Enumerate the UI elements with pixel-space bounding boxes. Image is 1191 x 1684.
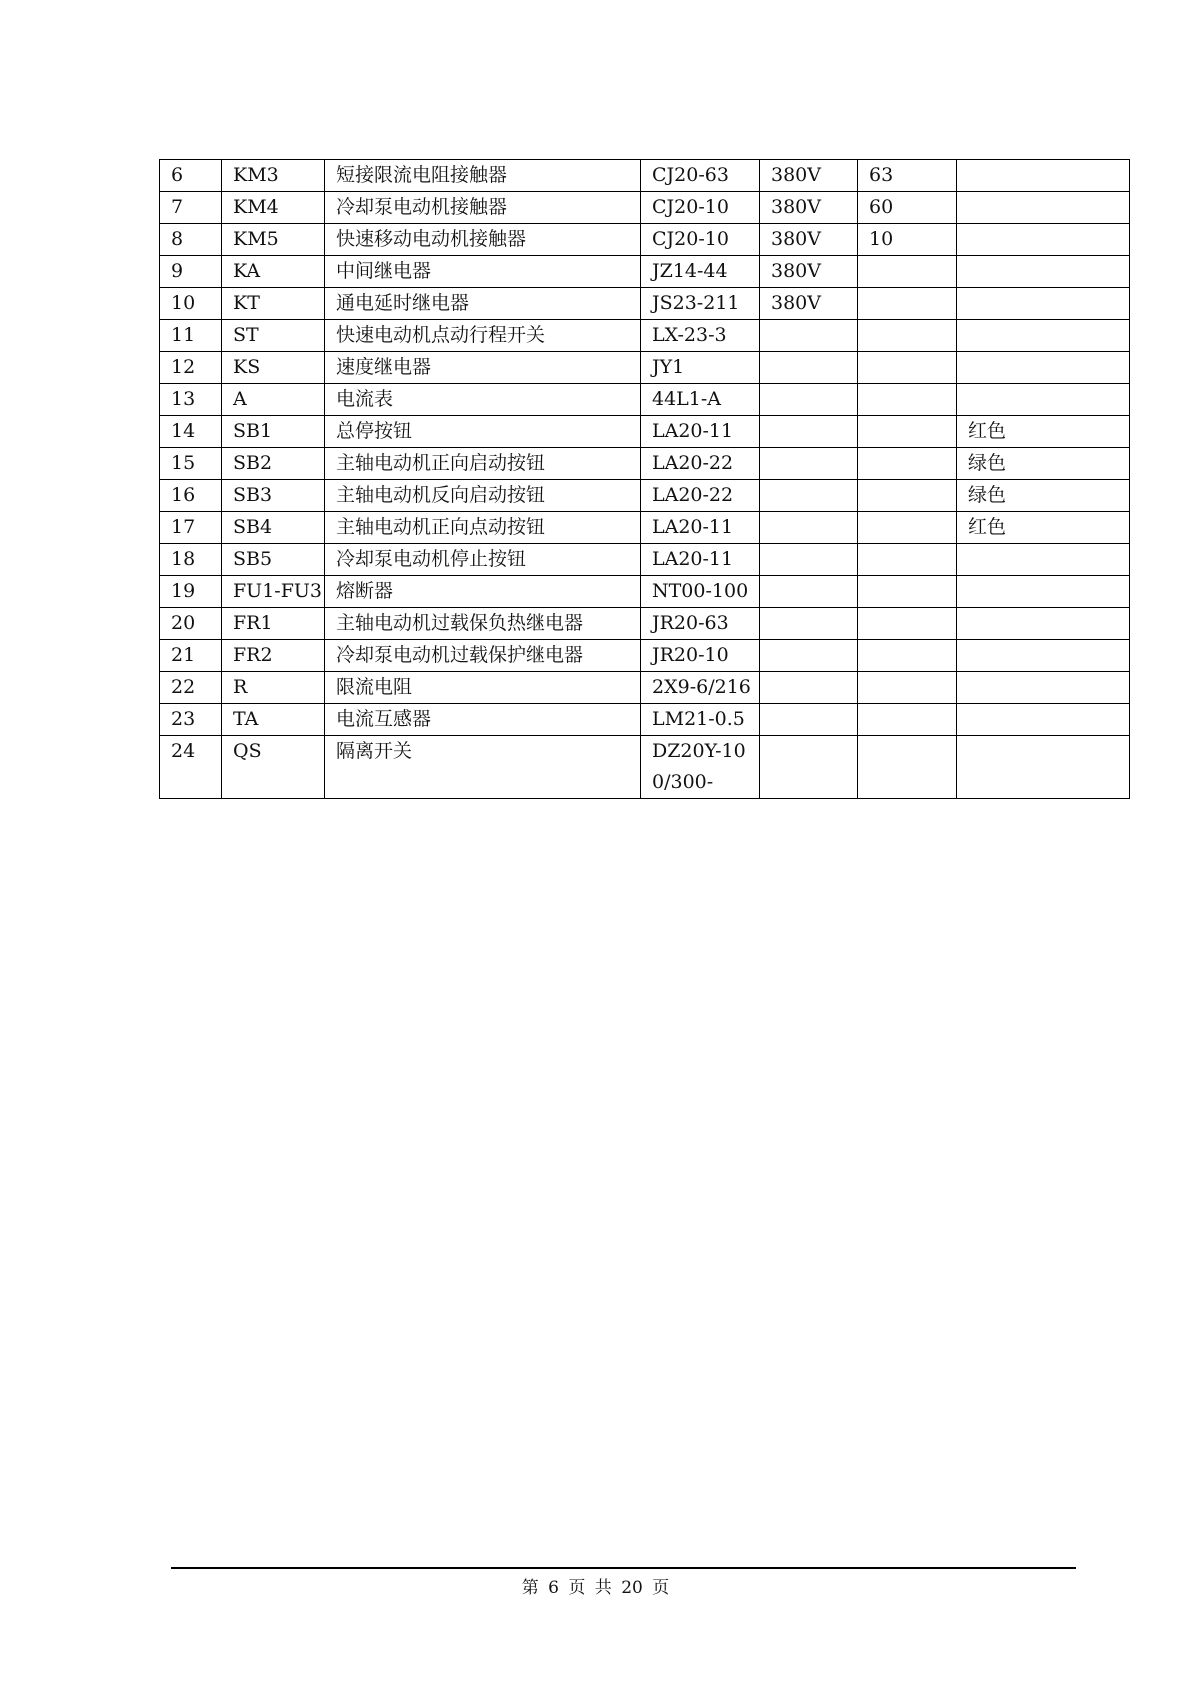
item-number-cell: 8 [160, 224, 222, 256]
remark-cell [957, 544, 1130, 576]
voltage-cell [760, 576, 858, 608]
current-cell [858, 320, 957, 352]
item-number-cell: 22 [160, 672, 222, 704]
voltage-cell: 380V [760, 288, 858, 320]
name-cell: 总停按钮 [325, 416, 641, 448]
remark-cell: 红色 [957, 416, 1130, 448]
code-cell: SB2 [222, 448, 325, 480]
remark-cell [957, 256, 1130, 288]
table-row [160, 192, 1130, 224]
table-body [160, 160, 1130, 799]
model-cell: JZ14-44 [641, 256, 760, 288]
voltage-cell [760, 320, 858, 352]
current-cell [858, 256, 957, 288]
code-cell: SB1 [222, 416, 325, 448]
remark-cell [957, 672, 1130, 704]
item-number-cell: 6 [160, 160, 222, 192]
current-cell [858, 544, 957, 576]
model-cell: 44L1-A [641, 384, 760, 416]
code-cell: R [222, 672, 325, 704]
name-cell: 电流表 [325, 384, 641, 416]
voltage-cell [760, 704, 858, 736]
current-cell [858, 704, 957, 736]
remark-cell [957, 288, 1130, 320]
model-cell: CJ20-10 [641, 192, 760, 224]
name-cell: 电流互感器 [325, 704, 641, 736]
code-cell: KA [222, 256, 325, 288]
model-cell: LX-23-3 [641, 320, 760, 352]
current-cell [858, 608, 957, 640]
voltage-cell [760, 608, 858, 640]
code-cell: KS [222, 352, 325, 384]
model-cell: JY1 [641, 352, 760, 384]
voltage-cell [760, 384, 858, 416]
voltage-cell [760, 640, 858, 672]
item-number-cell: 16 [160, 480, 222, 512]
remark-cell: 红色 [957, 512, 1130, 544]
item-number-cell: 18 [160, 544, 222, 576]
current-cell: 63 [858, 160, 957, 192]
table-row [160, 480, 1130, 512]
current-cell [858, 480, 957, 512]
model-cell: LM21-0.5 [641, 704, 760, 736]
remark-cell: 绿色 [957, 480, 1130, 512]
table-row [160, 448, 1130, 480]
voltage-cell: 380V [760, 192, 858, 224]
code-cell: SB5 [222, 544, 325, 576]
remark-cell [957, 224, 1130, 256]
item-number-cell: 10 [160, 288, 222, 320]
item-number-cell: 23 [160, 704, 222, 736]
code-cell: KM3 [222, 160, 325, 192]
name-cell: 快速电动机点动行程开关 [325, 320, 641, 352]
model-cell: LA20-11 [641, 416, 760, 448]
table-row [160, 704, 1130, 736]
code-cell: FR2 [222, 640, 325, 672]
item-number-cell: 7 [160, 192, 222, 224]
table-row [160, 576, 1130, 608]
component-table [159, 159, 1130, 799]
table-row [160, 736, 1130, 799]
model-cell: DZ20Y-100/300- [641, 736, 760, 799]
item-number-cell: 9 [160, 256, 222, 288]
name-cell: 冷却泵电动机停止按钮 [325, 544, 641, 576]
voltage-cell: 380V [760, 160, 858, 192]
name-cell: 主轴电动机正向启动按钮 [325, 448, 641, 480]
page-number: 第 6 页 共 20 页 [521, 1578, 670, 1598]
code-cell: SB4 [222, 512, 325, 544]
table-row [160, 256, 1130, 288]
name-cell: 限流电阻 [325, 672, 641, 704]
name-cell: 通电延时继电器 [325, 288, 641, 320]
name-cell: 快速移动电动机接触器 [325, 224, 641, 256]
voltage-cell [760, 480, 858, 512]
current-cell [858, 512, 957, 544]
model-cell: 2X9-6/216 [641, 672, 760, 704]
code-cell: TA [222, 704, 325, 736]
table-row [160, 320, 1130, 352]
remark-cell [957, 320, 1130, 352]
name-cell: 中间继电器 [325, 256, 641, 288]
table-row [160, 640, 1130, 672]
table-row [160, 512, 1130, 544]
table-row [160, 416, 1130, 448]
model-cell: NT00-100 [641, 576, 760, 608]
item-number-cell: 19 [160, 576, 222, 608]
item-number-cell: 17 [160, 512, 222, 544]
voltage-cell [760, 512, 858, 544]
code-cell: KT [222, 288, 325, 320]
item-number-cell: 15 [160, 448, 222, 480]
name-cell: 短接限流电阻接触器 [325, 160, 641, 192]
table-row [160, 544, 1130, 576]
table-row [160, 352, 1130, 384]
model-cell: LA20-11 [641, 512, 760, 544]
voltage-cell [760, 672, 858, 704]
table-row [160, 672, 1130, 704]
table-row [160, 288, 1130, 320]
current-cell [858, 352, 957, 384]
name-cell: 主轴电动机过载保负热继电器 [325, 608, 641, 640]
name-cell: 冷却泵电动机过载保护继电器 [325, 640, 641, 672]
name-cell: 冷却泵电动机接触器 [325, 192, 641, 224]
remark-cell [957, 640, 1130, 672]
model-cell: LA20-22 [641, 448, 760, 480]
voltage-cell [760, 544, 858, 576]
voltage-cell: 380V [760, 256, 858, 288]
remark-cell [957, 704, 1130, 736]
code-cell: SB3 [222, 480, 325, 512]
current-cell [858, 416, 957, 448]
item-number-cell: 14 [160, 416, 222, 448]
item-number-cell: 20 [160, 608, 222, 640]
remark-cell [957, 608, 1130, 640]
model-cell: JR20-10 [641, 640, 760, 672]
code-cell: ST [222, 320, 325, 352]
code-cell: KM5 [222, 224, 325, 256]
current-cell [858, 736, 957, 799]
current-cell: 10 [858, 224, 957, 256]
name-cell: 速度继电器 [325, 352, 641, 384]
item-number-cell: 24 [160, 736, 222, 799]
current-cell [858, 384, 957, 416]
remark-cell [957, 352, 1130, 384]
model-cell: LA20-11 [641, 544, 760, 576]
name-cell: 主轴电动机反向启动按钮 [325, 480, 641, 512]
voltage-cell [760, 416, 858, 448]
code-cell: FR1 [222, 608, 325, 640]
voltage-cell [760, 352, 858, 384]
voltage-cell [760, 448, 858, 480]
current-cell [858, 672, 957, 704]
current-cell [858, 288, 957, 320]
item-number-cell: 11 [160, 320, 222, 352]
remark-cell: 绿色 [957, 448, 1130, 480]
remark-cell [957, 384, 1130, 416]
remark-cell [957, 576, 1130, 608]
remark-cell [957, 160, 1130, 192]
voltage-cell: 380V [760, 224, 858, 256]
table-row [160, 384, 1130, 416]
item-number-cell: 21 [160, 640, 222, 672]
remark-cell [957, 736, 1130, 799]
model-cell: JR20-63 [641, 608, 760, 640]
code-cell: FU1-FU3 [222, 576, 325, 608]
model-cell: CJ20-10 [641, 224, 760, 256]
current-cell: 60 [858, 192, 957, 224]
name-cell: 主轴电动机正向点动按钮 [325, 512, 641, 544]
item-number-cell: 12 [160, 352, 222, 384]
current-cell [858, 640, 957, 672]
current-cell [858, 576, 957, 608]
model-cell: LA20-22 [641, 480, 760, 512]
code-cell: A [222, 384, 325, 416]
table-row [160, 224, 1130, 256]
name-cell: 熔断器 [325, 576, 641, 608]
voltage-cell [760, 736, 858, 799]
code-cell: KM4 [222, 192, 325, 224]
name-cell: 隔离开关 [325, 736, 641, 799]
table-row [160, 608, 1130, 640]
current-cell [858, 448, 957, 480]
model-cell: JS23-211 [641, 288, 760, 320]
code-cell: QS [222, 736, 325, 799]
remark-cell [957, 192, 1130, 224]
model-cell: CJ20-63 [641, 160, 760, 192]
table-row [160, 160, 1130, 192]
item-number-cell: 13 [160, 384, 222, 416]
footer-divider [171, 1567, 1076, 1569]
